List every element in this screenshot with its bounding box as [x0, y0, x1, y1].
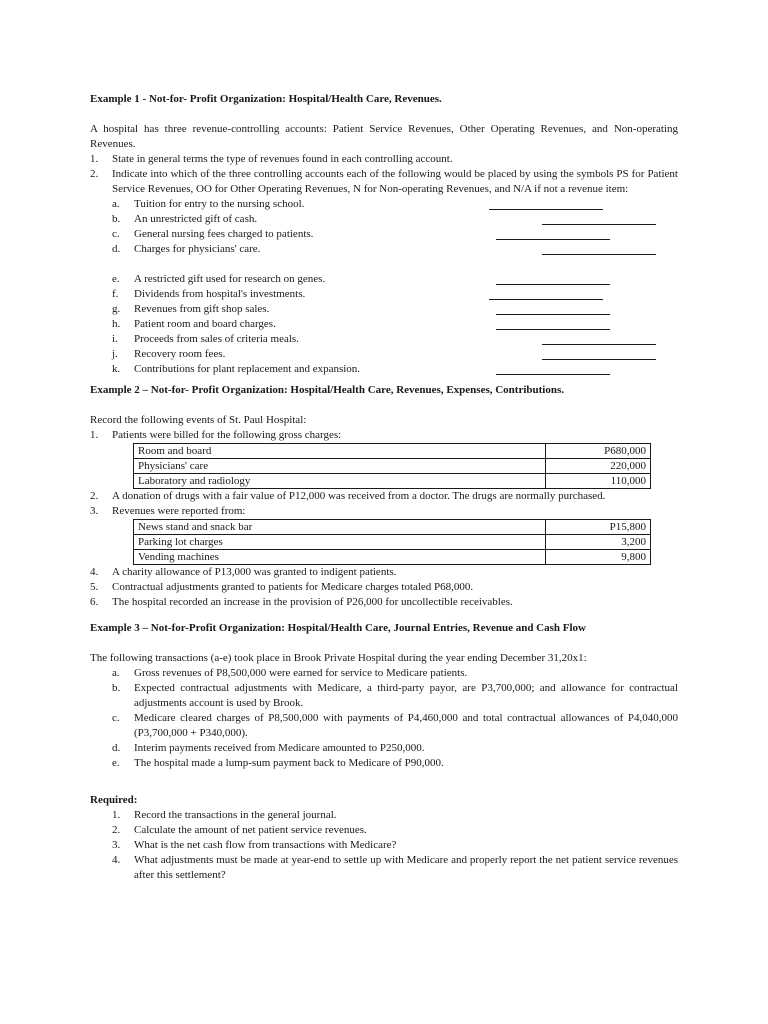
gross-charges-table	[133, 443, 651, 489]
answer-blank[interactable]	[542, 224, 656, 225]
answer-blank[interactable]	[496, 314, 610, 315]
item-text: Expected contractual adjustments with Medicare, a third-party payor, are P3,700,000; and allowance for contractual adjustments account is used by Brook.	[134, 682, 678, 709]
item-letter: b.	[112, 682, 121, 694]
required-item	[112, 808, 678, 823]
list-number: 2.	[90, 490, 99, 502]
item-text: A restricted gift used for research on genes.	[134, 273, 326, 285]
answer-blank[interactable]	[496, 374, 610, 375]
answer-blank[interactable]	[489, 299, 603, 300]
list-number: 2.	[112, 824, 121, 836]
answer-blank[interactable]	[496, 329, 610, 330]
event-text: The hospital recorded an increase in the provision of P26,000 for uncollectible receivables.	[112, 596, 513, 608]
list-item	[90, 212, 678, 227]
item-letter: b.	[112, 213, 121, 225]
list-item	[90, 197, 678, 212]
row-label: Vending machines	[134, 550, 546, 565]
item-text: What adjustments must be made at year-end to settle up with Medicare and properly report the net patient service revenues after this settlement?	[134, 854, 678, 881]
example-3-title: Example 3 – Not-for-Profit Organization: Hospital/Health Care, Journal Entries, Revenue and Cash Flow	[90, 622, 586, 634]
answer-blank[interactable]	[542, 344, 656, 345]
event-text: Patients were billed for the following gross charges:	[112, 429, 342, 441]
event-item	[90, 428, 678, 443]
transaction-item	[112, 666, 678, 681]
row-amount: 220,000	[546, 459, 651, 474]
example-2-title: Example 2 – Not-for- Profit Organization: Hospital/Health Care, Revenues, Expenses, Contributions.	[90, 384, 564, 396]
item-text: Proceeds from sales of criteria meals.	[134, 333, 299, 345]
required-item	[112, 838, 678, 853]
item-letter: f.	[112, 288, 119, 300]
item-text: An unrestricted gift of cash.	[134, 213, 258, 225]
question-text: State in general terms the type of revenues found in each controlling account.	[112, 153, 453, 165]
event-text: A charity allowance of P13,000 was granted to indigent patients.	[112, 566, 397, 578]
item-letter: g.	[112, 303, 121, 315]
item-text: Patient room and board charges.	[134, 318, 276, 330]
item-letter: c.	[112, 712, 120, 724]
list-item	[90, 317, 678, 332]
item-text: Calculate the amount of net patient service revenues.	[134, 824, 367, 836]
item-letter: e.	[112, 757, 120, 769]
revenues-table	[133, 519, 651, 565]
item-letter: k.	[112, 363, 121, 375]
table-row	[134, 550, 651, 565]
item-letter: d.	[112, 243, 121, 255]
list-number: 2.	[90, 168, 99, 180]
table-row	[134, 520, 651, 535]
transaction-item	[112, 681, 678, 711]
row-amount: 3,200	[546, 535, 651, 550]
list-item	[90, 287, 678, 302]
list-number: 3.	[90, 505, 99, 517]
list-item	[90, 347, 678, 362]
list-item	[90, 272, 678, 287]
example-1-question-2	[90, 167, 678, 197]
item-text: Gross revenues of P8,500,000 were earned for service to Medicare patients.	[134, 667, 468, 679]
table-row	[134, 474, 651, 489]
item-letter: c.	[112, 228, 120, 240]
item-text: Record the transactions in the general journal.	[134, 809, 337, 821]
required-label: Required:	[90, 794, 138, 806]
transaction-item	[112, 741, 678, 756]
transaction-item	[112, 756, 678, 771]
item-letter: j.	[112, 348, 118, 360]
event-text: A donation of drugs with a fair value of P12,000 was received from a doctor. The drugs are normally purchased.	[112, 490, 606, 502]
row-label: Laboratory and radiology	[134, 474, 546, 489]
item-letter: d.	[112, 742, 121, 754]
item-text: What is the net cash flow from transactions with Medicare?	[134, 839, 397, 851]
event-item	[90, 489, 678, 504]
table-row	[134, 535, 651, 550]
list-item	[90, 362, 678, 377]
item-letter: h.	[112, 318, 121, 330]
item-text: The hospital made a lump-sum payment back to Medicare of P90,000.	[134, 757, 444, 769]
table-row	[134, 459, 651, 474]
item-letter: i.	[112, 333, 118, 345]
example-1-intro: A hospital has three revenue-controlling accounts: Patient Service Revenues, Other Operating Revenues, and Non-operating Revenues.	[90, 123, 678, 150]
required-item	[112, 823, 678, 838]
list-item	[90, 302, 678, 317]
item-text: Recovery room fees.	[134, 348, 226, 360]
list-number: 1.	[90, 153, 99, 165]
list-item	[90, 242, 678, 257]
row-label: Room and board	[134, 444, 546, 459]
item-text: Medicare cleared charges of P8,500,000 with payments of P4,460,000 and total contractual allowances of P4,040,000 (P3,700,000 + P340,000).	[134, 712, 678, 739]
list-number: 1.	[90, 429, 99, 441]
item-text: Charges for physicians' care.	[134, 243, 261, 255]
event-item	[90, 580, 678, 595]
event-item	[90, 504, 678, 519]
row-label: Physicians' care	[134, 459, 546, 474]
list-number: 5.	[90, 581, 99, 593]
row-label: Parking lot charges	[134, 535, 546, 550]
row-amount: P15,800	[546, 520, 651, 535]
item-text: Revenues from gift shop sales.	[134, 303, 270, 315]
answer-blank[interactable]	[496, 284, 610, 285]
item-letter: e.	[112, 273, 120, 285]
event-text: Revenues were reported from:	[112, 505, 246, 517]
list-number: 3.	[112, 839, 121, 851]
list-item	[90, 227, 678, 242]
row-amount: P680,000	[546, 444, 651, 459]
example-1-question-1	[90, 152, 678, 167]
row-amount: 9,800	[546, 550, 651, 565]
item-text: Interim payments received from Medicare amounted to P250,000.	[134, 742, 425, 754]
document-page	[90, 92, 678, 883]
row-label: News stand and snack bar	[134, 520, 546, 535]
list-number: 6.	[90, 596, 99, 608]
question-text: Indicate into which of the three controlling accounts each of the following would be placed by using the symbols PS for Patient Service Revenues, OO for Other Operating Revenues, N for Non-operating Revenues, and N/A if not a revenue item:	[112, 168, 678, 195]
answer-blank[interactable]	[489, 209, 603, 210]
event-text: Contractual adjustments granted to patients for Medicare charges totaled P68,000.	[112, 581, 474, 593]
example-1-title: Example 1 - Not-for- Profit Organization: Hospital/Health Care, Revenues.	[90, 93, 442, 105]
transaction-item	[112, 711, 678, 741]
event-item	[90, 595, 678, 610]
required-item	[112, 853, 678, 883]
item-text: Tuition for entry to the nursing school.	[134, 198, 305, 210]
answer-blank[interactable]	[496, 239, 610, 240]
event-item	[90, 565, 678, 580]
item-text: General nursing fees charged to patients.	[134, 228, 314, 240]
list-item	[90, 332, 678, 347]
row-amount: 110,000	[546, 474, 651, 489]
table-row	[134, 444, 651, 459]
item-letter: a.	[112, 198, 120, 210]
list-number: 4.	[90, 566, 99, 578]
answer-blank[interactable]	[542, 359, 656, 360]
item-text: Contributions for plant replacement and expansion.	[134, 363, 361, 375]
example-3-intro: The following transactions (a-e) took place in Brook Private Hospital during the year ending December 31,20x1:	[90, 652, 587, 664]
answer-blank[interactable]	[542, 254, 656, 255]
list-number: 4.	[112, 854, 121, 866]
list-number: 1.	[112, 809, 121, 821]
item-text: Dividends from hospital's investments.	[134, 288, 306, 300]
item-letter: a.	[112, 667, 120, 679]
example-2-intro: Record the following events of St. Paul Hospital:	[90, 414, 307, 426]
